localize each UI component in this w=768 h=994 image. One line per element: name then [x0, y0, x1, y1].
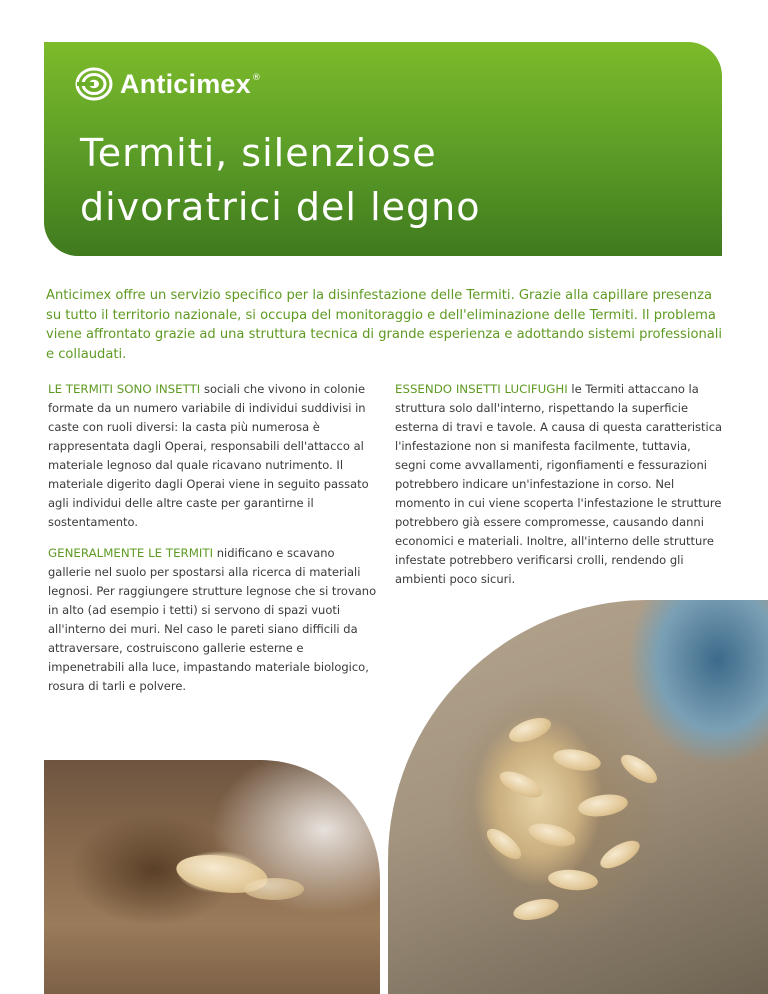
- brand-name: Anticimex: [120, 68, 251, 99]
- termite-larva: [617, 750, 662, 789]
- title-line-1: Termiti, silenziose: [80, 131, 437, 175]
- termite-larva: [496, 766, 546, 803]
- termite-larva: [547, 868, 599, 892]
- paragraph-text: sociali che vivono in colonie formate da un numero variabile di individui suddivisi in caste con ruoli diversi: la casta più numerosa è rappresentata dagli Operai, responsabili dell'attacco al materiale legnoso dal quale ricavano nutrimento. Il materiale digerito dagli Operai viene in seguito passato agli individui delle altre caste per garantirne il sostentamento.: [48, 382, 369, 529]
- termite-soil-photo: [44, 760, 380, 994]
- header-banner: [44, 42, 722, 256]
- termite-larva: [596, 835, 644, 873]
- termite-larva: [244, 878, 304, 900]
- paragraph-lucifughi: [395, 380, 725, 589]
- paragraph-lead: LE TERMITI SONO INSETTI: [48, 382, 201, 396]
- page-title: [80, 126, 480, 234]
- termite-larva: [506, 713, 554, 747]
- title-line-2: divoratrici del legno: [80, 185, 481, 229]
- termite-larva: [512, 895, 561, 923]
- paragraph-termiti-insetti: [48, 380, 378, 532]
- registered-mark: ®: [251, 73, 261, 83]
- brand-logo[interactable]: [74, 66, 261, 102]
- anticimex-swirl-icon: [74, 66, 114, 102]
- paragraph-lead: ESSENDO INSETTI LUCIFUGHI: [395, 382, 568, 396]
- termite-larva: [482, 824, 526, 865]
- paragraph-generalmente: [48, 544, 378, 696]
- paragraph-text: nidificano e scavano gallerie nel suolo per spostarsi alla ricerca di materiali legnosi. Per raggiungere strutture legnose che si trovano in alto (ad esempio i tetti) si servono di spazi vuoti all'interno dei muri. Nel caso le pareti siano difficili da attraversare, costruiscono gallerie esterne e impenetrabili alla luce, impastando materiale biologico, rosura di tarli e polvere.: [48, 546, 377, 693]
- termite-colony-photo: [388, 600, 768, 994]
- termite-larva: [552, 746, 603, 774]
- right-column: [395, 380, 725, 601]
- termite-larva: [577, 792, 629, 820]
- left-column: [48, 380, 378, 708]
- paragraph-lead: GENERALMENTE LE TERMITI: [48, 546, 214, 560]
- intro-paragraph: Anticimex offre un servizio specifico per la disinfestazione delle Termiti. Grazie alla capillare presenza su tutto il territorio nazionale, si occupa del monitoraggio e dell'eliminazione delle Termiti. Il problema viene affrontato grazie ad una struttura tecnica di grande esperienza e adottando sistemi professionali e collaudati.: [46, 288, 723, 362]
- termite-larva: [526, 819, 578, 851]
- paragraph-text: le Termiti attaccano la struttura solo dall'interno, rispettando la superficie esterna di travi e tavole. A causa di questa caratteristica l'infestazione non si manifesta facilmente, tuttavia, segni come avvallamenti, rigonfiamenti e fessurazioni potrebbero indicare un'infestazione in corso. Nel momento in cui viene scoperta l'infestazione le strutture potrebbero già essere compromesse, causando danni economici e materiali. Inoltre, all'interno delle strutture infestate potrebbero verificarsi crolli, rendendo gli ambienti poco sicuri.: [395, 382, 723, 586]
